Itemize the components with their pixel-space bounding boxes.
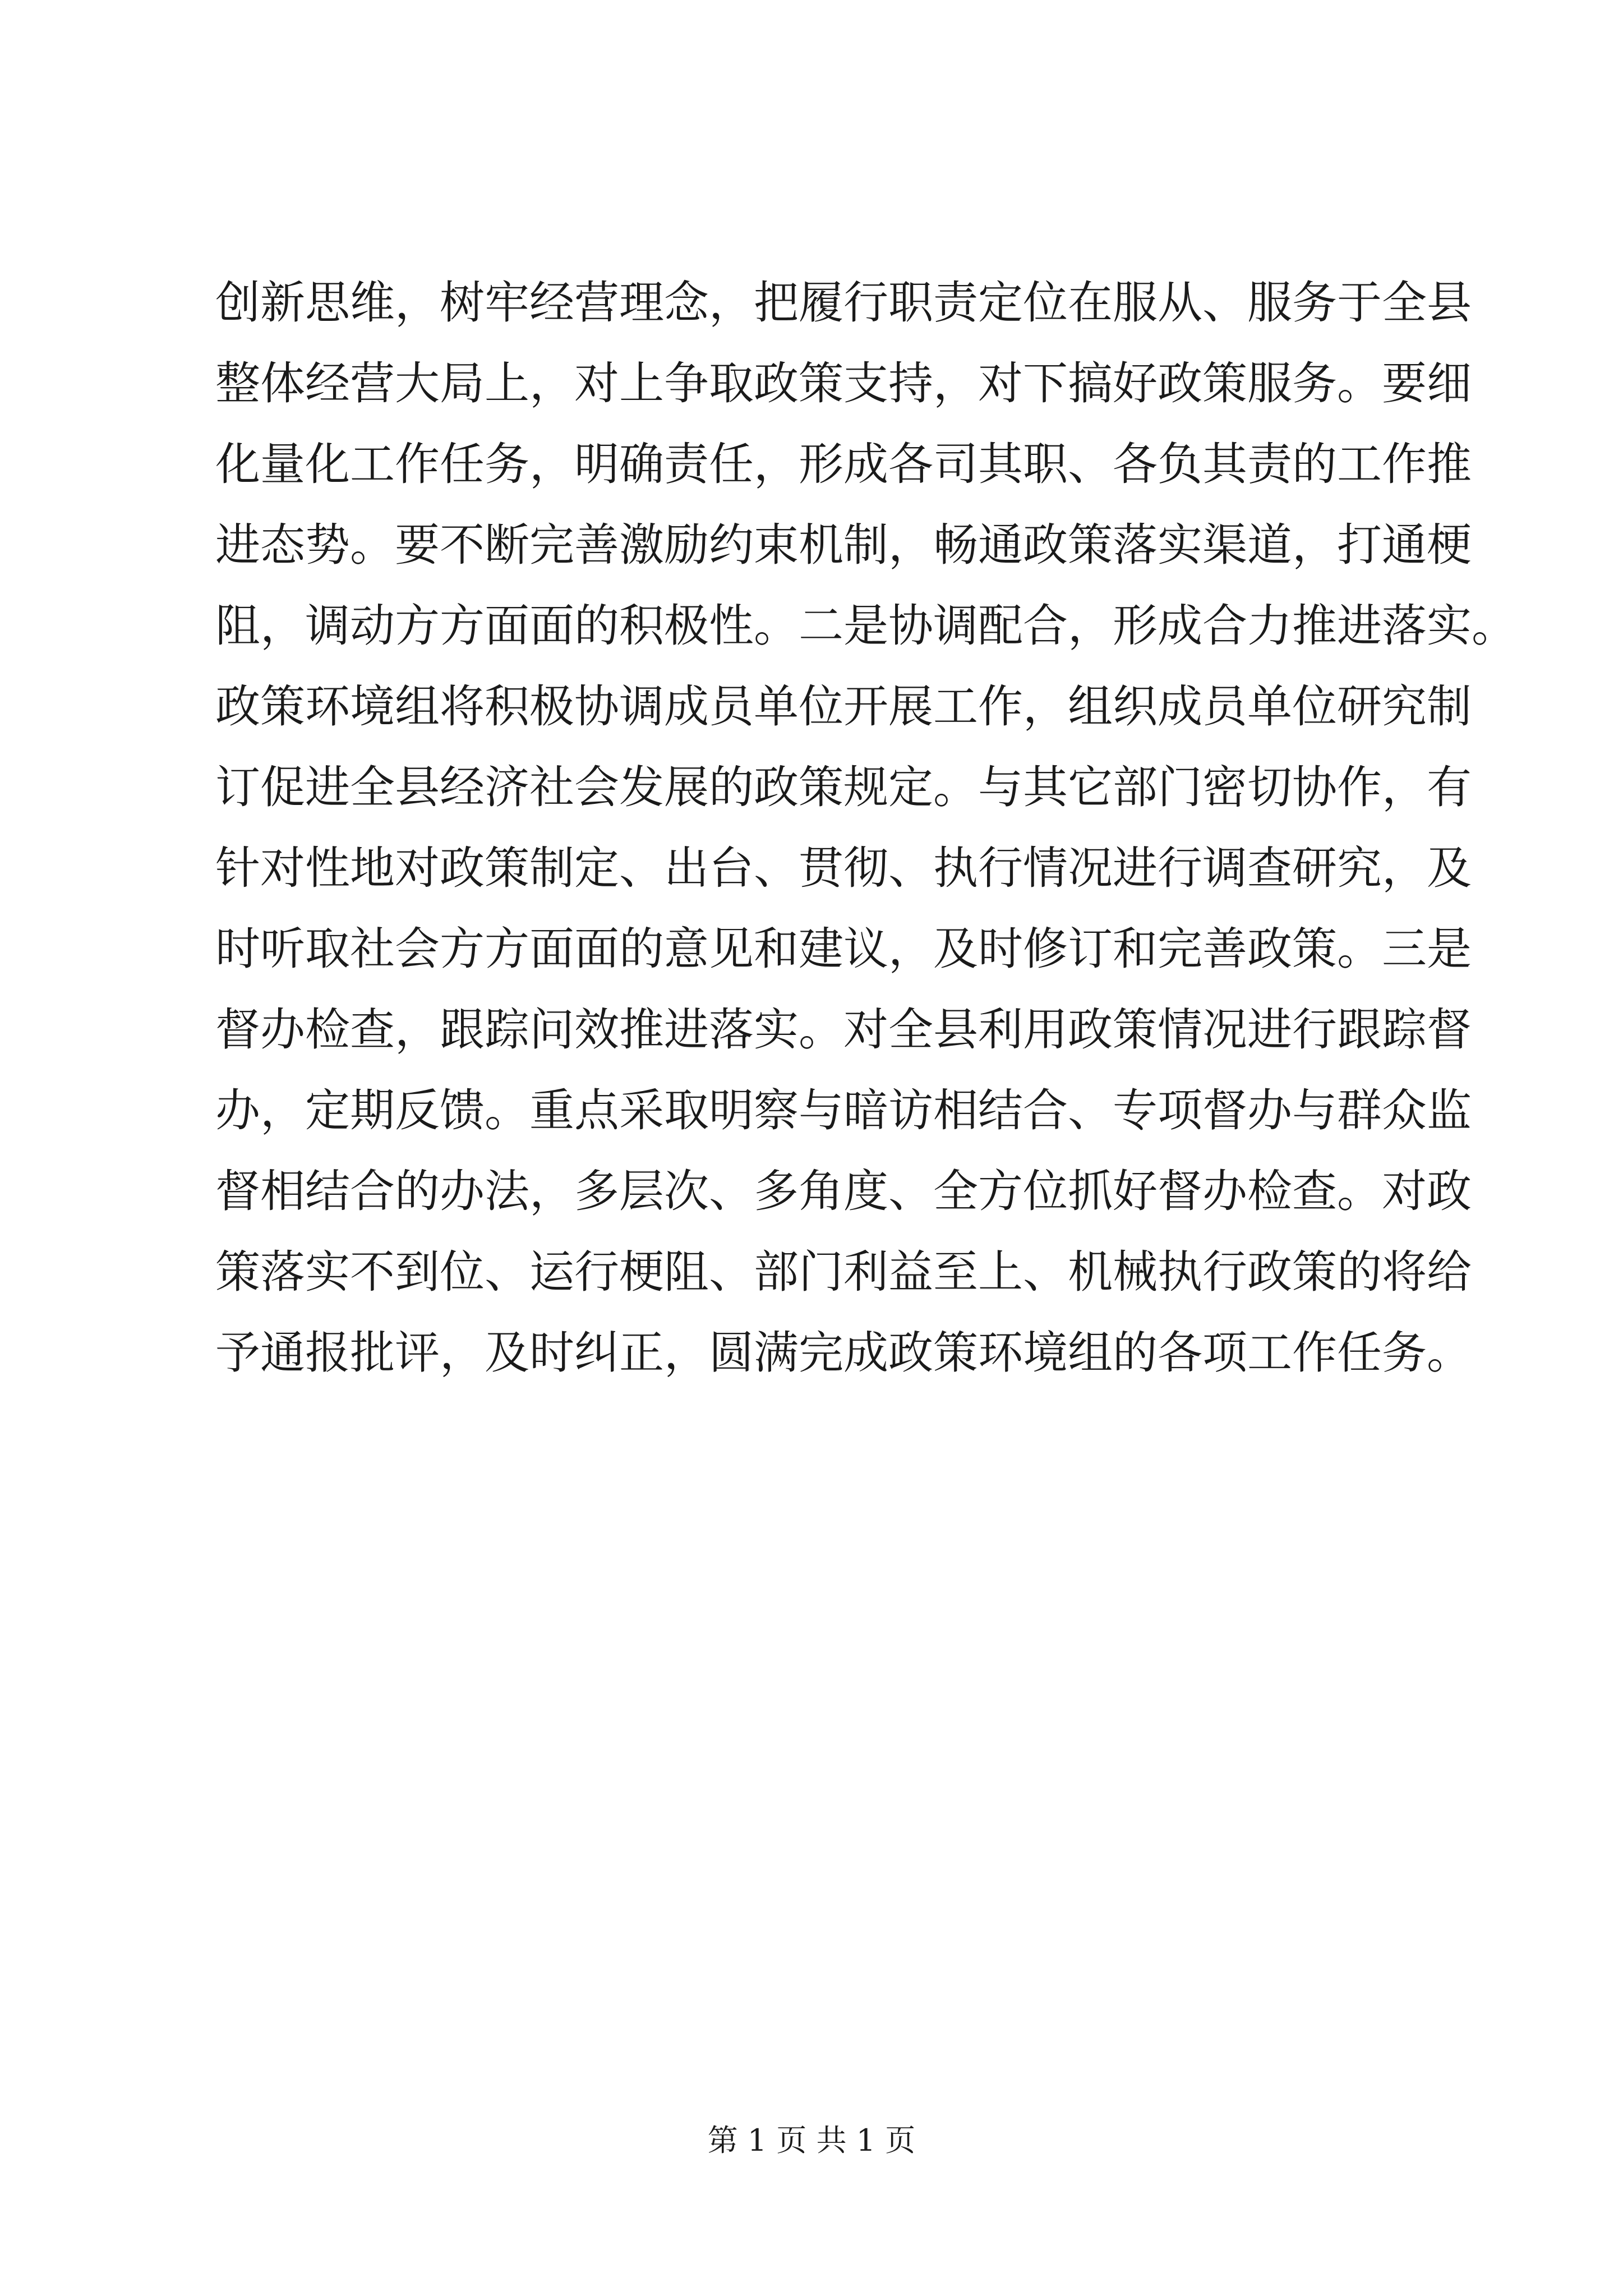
text-line-4: 进态势。要不断完善激励约束机制，畅通政策落实渠道，打通梗: [215, 519, 1472, 571]
text-line-1: 创新思维，树牢经营理念，把履行职责定位在服从、服务于全县: [215, 277, 1472, 329]
text-line-5: 阻，调动方方面面的积极性。二是协调配合，形成合力推进落实。: [215, 600, 1516, 652]
text-line-3: 化量化工作任务，明确责任，形成各司其职、各负其责的工作推: [215, 438, 1472, 490]
text-line-7: 订促进全县经济社会发展的政策规定。与其它部门密切协作，有: [215, 761, 1472, 813]
text-line-13: 策落实不到位、运行梗阻、部门利益至上、机械执行政策的将给: [215, 1246, 1472, 1298]
text-line-10: 督办检查，跟踪问效推进落实。对全县利用政策情况进行跟踪督: [215, 1004, 1472, 1056]
text-line-9: 时听取社会方方面面的意见和建议，及时修订和完善政策。三是: [215, 923, 1472, 975]
text-line-6: 政策环境组将积极协调成员单位开展工作，组织成员单位研究制: [215, 680, 1472, 733]
text-line-8: 针对性地对政策制定、出台、贯彻、执行情况进行调查研究，及: [215, 842, 1472, 894]
body-paragraph: [215, 263, 1516, 1393]
text-line-2: 整体经营大局上，对上争取政策支持，对下搞好政策服务。要细: [215, 357, 1472, 409]
text-line-14: 予通报批评，及时纠正，圆满完成政策环境组的各项工作任务。: [215, 1327, 1472, 1379]
page-number-footer: 第 1 页 共 1 页: [707, 2123, 916, 2158]
text-line-11: 办，定期反馈。重点采取明察与暗访相结合、专项督办与群众监: [215, 1084, 1472, 1137]
text-line-12: 督相结合的办法，多层次、多角度、全方位抓好督办检查。对政: [215, 1165, 1472, 1217]
